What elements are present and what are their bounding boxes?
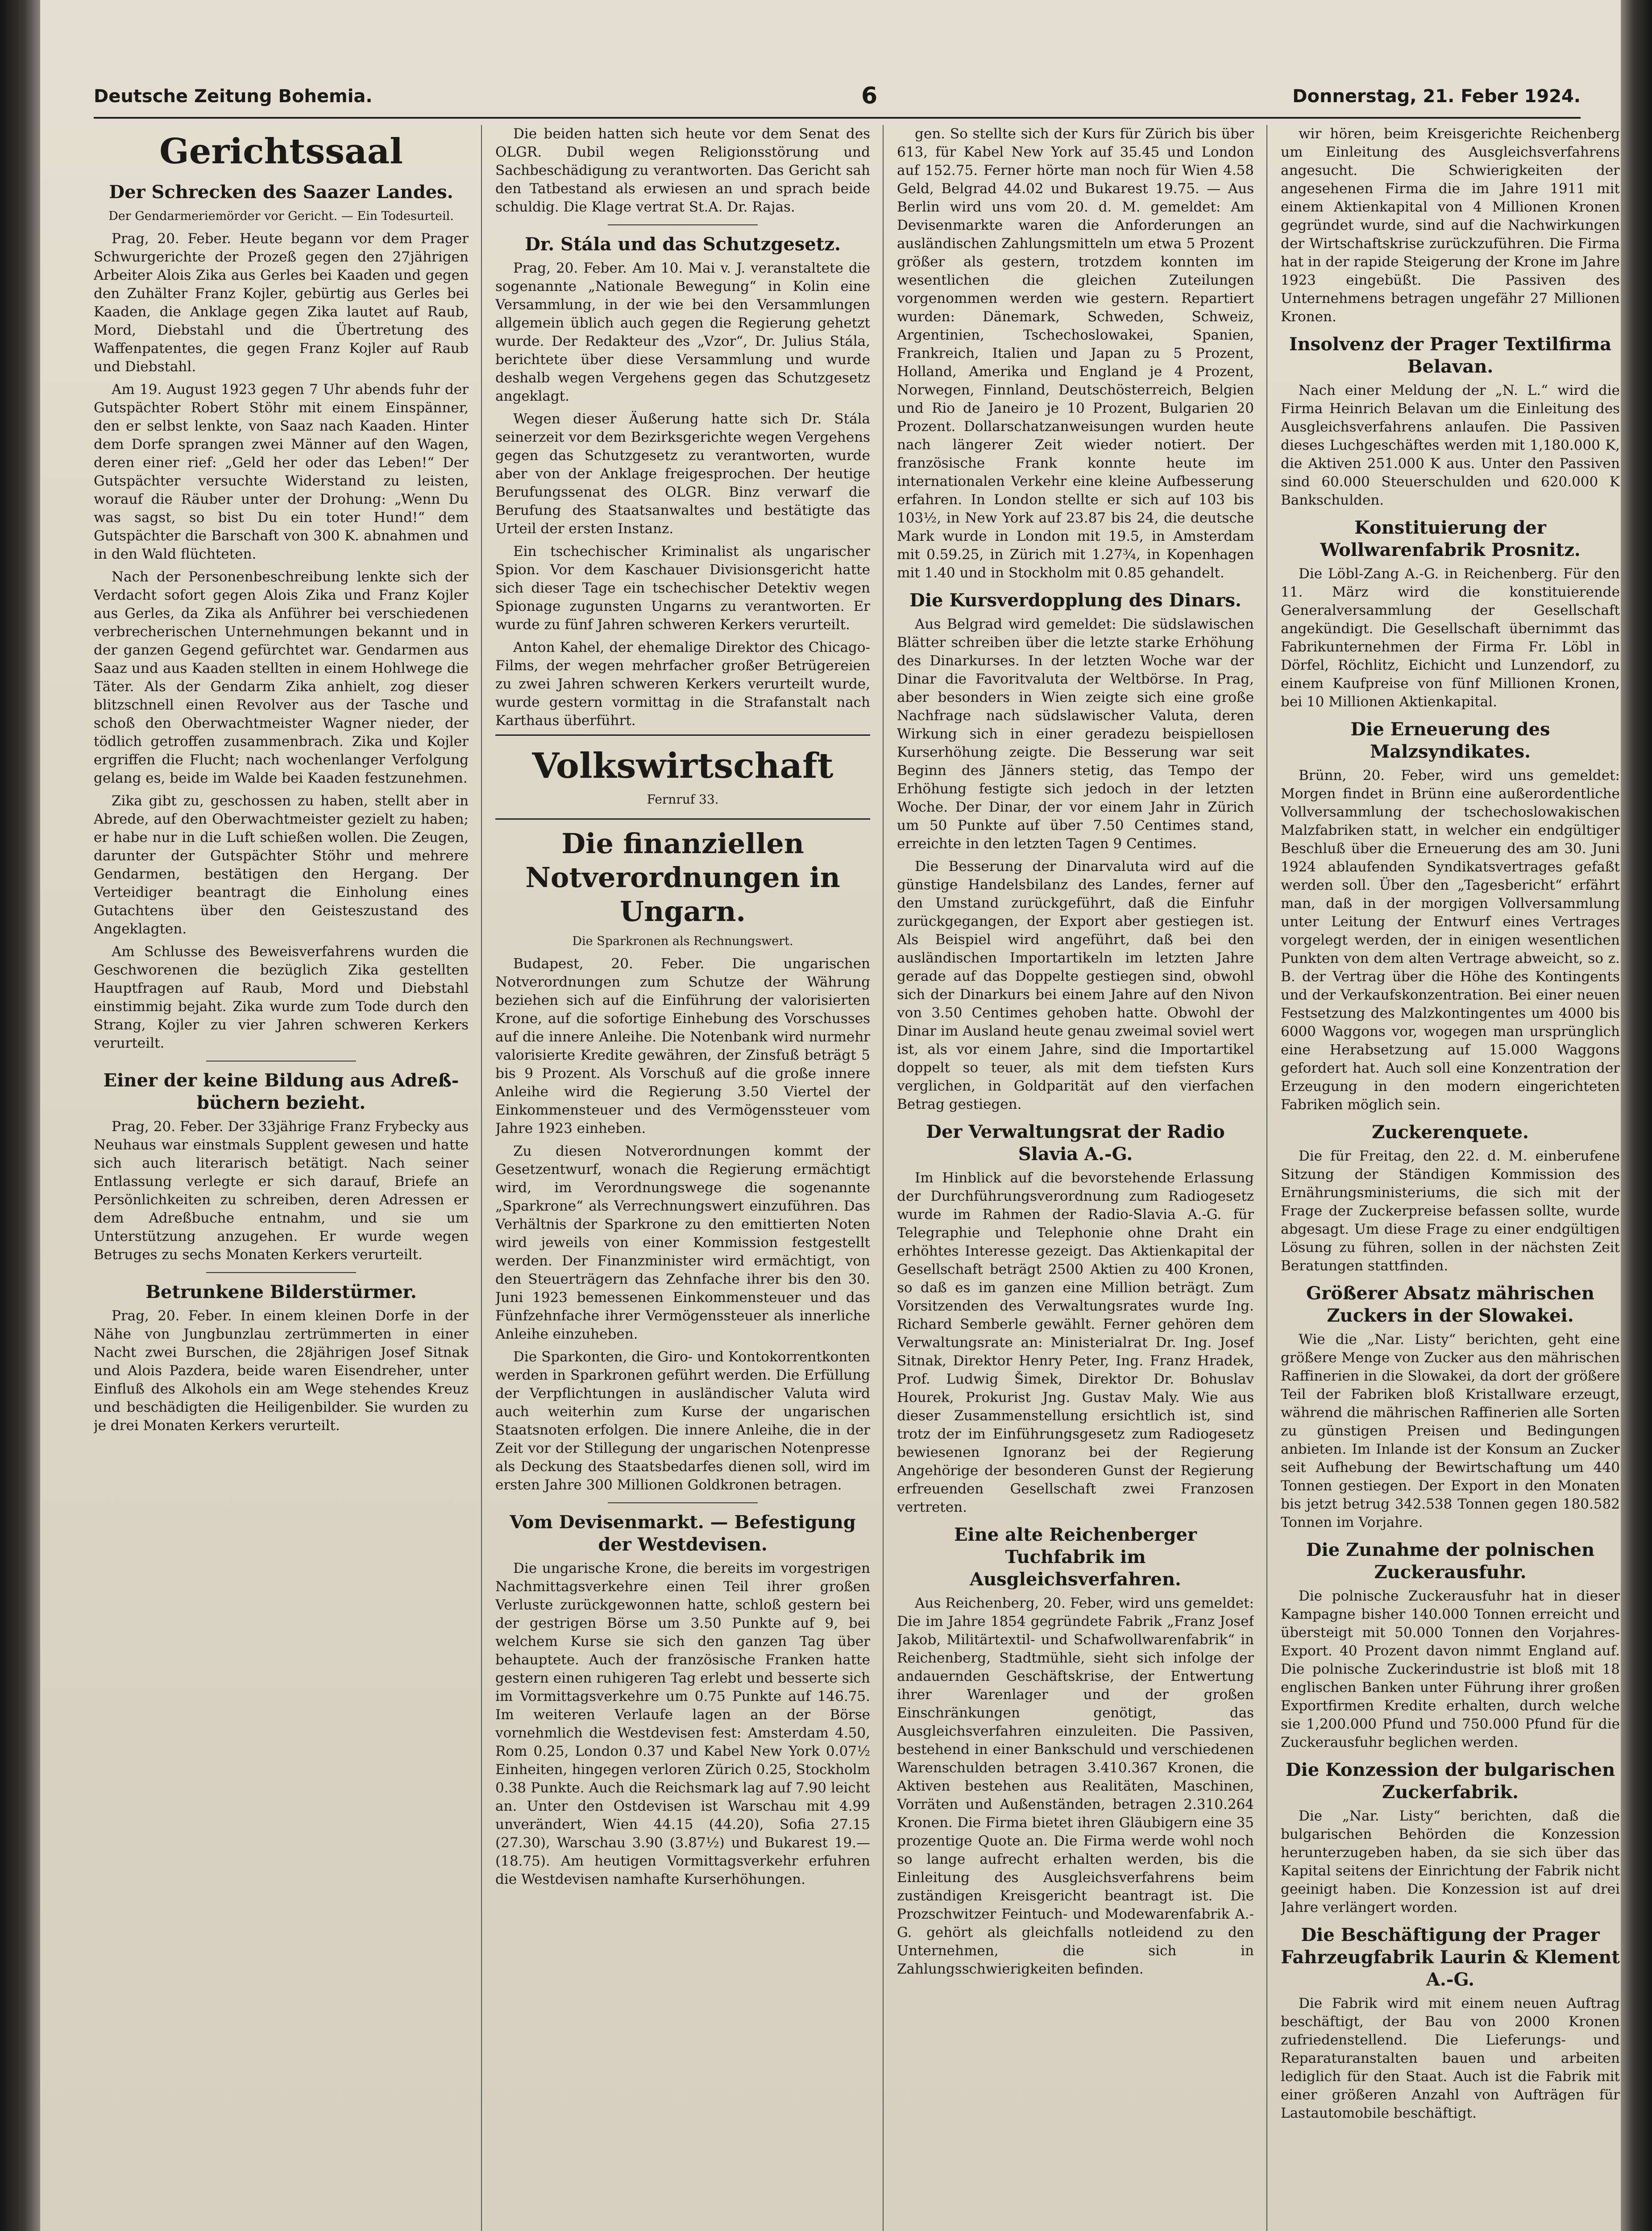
masthead-rule bbox=[94, 117, 1581, 119]
article-headline: Betrunkene Bilderstürmer. bbox=[145, 1281, 417, 1302]
newspaper-name: Deutsche Zeitung Bohemia. bbox=[94, 86, 373, 107]
divider bbox=[206, 1272, 356, 1273]
article-paragraph: Im Hinblick auf die bevorstehende Erlassung der Durchführungsverordnung zum Radiogesetz wurde im Rahmen der Radio-Slavia A.-G. für Telegraphie und Telephonie ohne Draht ein erhöhtes Interesse gezeigt. Das Aktienkapital der Gesellschaft beträgt 2500 Aktien zu 400 Kronen, so daß es im ganzen eine Million beträgt. Zum Vorsitzenden des Verwaltungsrates wurde Ing. Richard Semberle gewählt. Ferner gehören dem Verwaltungsrate an: Ministerialrat Dr. Ing. Josef Sitnak, Direktor Henry Peter, Ing. Franz Hradek, Prof. Ludwig Šimek, Direktor Dr. Bohuslav Hourek, Prokurist Jng. Gustav Maly. Wie aus dieser Zusammenstellung ersichtlich ist, sind trotz der im Einführungsgesetz zum Radiogesetz bewiesenen Ignoranz bei der Regierung Angehörige der besonderen Gunst der Regierung erfreuenden Gesellschaft zwei Franzosen vertreten. bbox=[897, 1170, 1254, 1515]
article-paragraph: Die Besserung der Dinarvaluta wird auf die günstige Handelsbilanz des Landes, ferner auf den Umstand zurückgeführt, daß die Einfuhr zurückgegangen, der Export aber gestiegen ist. Als Beispiel wird angeführt, daß bei den ausländischen Importartikeln im letzten Jahre gerade auf das Doppelte gestiegen sind, obwohl sich der Dinarkurs bei einem Jahre auf den Nivon von 3.50 Centimes gehoben hatte. Obwohl der Dinar im Ausland heute genau zweimal soviel wert ist, als vor einem Jahre, sind die Importartikel doppelt so teuer, als mit dem tiefsten Kurs verglichen, in Goldparität auf den vierfachen Betrag gestiegen. bbox=[897, 858, 1254, 1112]
article-paragraph: Budapest, 20. Feber. Die ungarischen Notverordnungen zum Schutze der Währung beziehen sich auf die Einführung der valorisierten Krone, auf die sofortige Einhebung des Vorschusses auf die innere Anleihe. Die Notenbank wird nurmehr valorisierte Kredite gewähren, der Zinsfuß beträgt 5 bis 9 Prozent. Als Vorschuß auf die große innere Anleihe wird die Regierung 3.50 Viertel der Einkommensteuer und des Vermögenssteuer vom Jahre 1923 einheben. bbox=[495, 956, 870, 1136]
article-paragraph: Prag, 20. Feber. Heute begann vor dem Prager Schwurgerichte der Prozeß gegen den 27jährigen Arbeiter Alois Zika aus Gerles bei Kaaden und gegen den Zuhälter Franz Kojler, gebürtig aus Gerles bei Kaaden, die Anklage gegen Zika lautet auf Raub, Mord, Diebstahl und die Übertretung des Waffenpatentes, die gegen Franz Kojler auf Raub und Diebstahl. bbox=[94, 231, 469, 375]
article-paragraph: Wie die „Nar. Listy“ berichten, geht eine größere Menge von Zucker aus den mährischen Raffinerien in die Slowakei, da dort der größere Teil der Fabriken bloß Kristallware erzeugt, während die mährischen Raffinerien alle Sorten zu günstigen Preisen und Bedingungen anbieten. Im Inlande ist der Konsum an Zucker seit Aufhebung der Bewirtschaftung um 440 Tonnen gestiegen. Der Export in den Monaten bis jetzt betrug 342.538 Tonnen gegen 180.582 Tonnen im Vorjahre. bbox=[1281, 1331, 1620, 1530]
article-paragraph: Prag, 20. Feber. Am 10. Mai v. J. veranstaltete die sogenannte „Nationale Bewegung“ in Kolin eine Versammlung, in der wie bei den Versammlungen allgemein üblich auch gegen die Regierung gehetzt wurde. Der Redakteur des „Vzor“, Dr. Julius Stála, berichtete über diese Versammlung und wurde deshalb wegen Vergehens gegen das Schutzgesetz angeklagt. bbox=[495, 260, 870, 404]
article-headline-main: Die finanziellen Notverordnungen in Ungarn. bbox=[525, 827, 840, 928]
article-headline: Zuckerenquete. bbox=[1372, 1122, 1529, 1143]
article-paragraph: Aus Belgrad wird gemeldet: Die südslawischen Blätter schreiben über die letzte starke Erhöhung des Dinarkurses. In der letzten Woche war der Dinar die Favoritvaluta der Weltbörse. In Prag, aber besonders in Wien zeigte sich eine große Nachfrage nach südslawischer Valuta, deren Wirkung sich in einer geradezu beispiellosen Kurserhöhung zeigte. Die Besserung war seit Beginn des Jänners stetig, das Tempo der Erhöhung festigte sich jedoch in der letzten Woche. Der Dinar, der vor einem Jahr in Zürich um 50 Punkte auf über 7.50 Centimes stand, erreichte in den letzten Tagen 9 Centimes. bbox=[897, 616, 1254, 852]
section-title-economy: Volkswirtschaft bbox=[532, 746, 834, 786]
article-headline: Insolvenz der Prager Textilfirma Belavan. bbox=[1289, 334, 1612, 377]
article-paragraph: Wegen dieser Äußerung hatte sich Dr. Stála seinerzeit vor dem Bezirksgerichte wegen Vergehens gegen das Schutzgesetz zu verantworten, wurde aber von der Anklage freigesprochen. Der heutige Berufungssenat des OLGR. Binz verwarf die Berufung des Staatsanwaltes und bestätigte das Urteil der ersten Instanz. bbox=[495, 411, 870, 537]
article-subheadline: Der Gendarmeriemörder vor Gericht. — Ein Todesurteil. bbox=[108, 209, 454, 223]
scan-edge-left bbox=[0, 0, 40, 2231]
article-paragraph: Brünn, 20. Feber, wird uns gemeldet: Morgen findet in Brünn eine außerordentliche Vollversammlung der tschechoslowakischen Malzfabriken statt, in welcher ein endgültiger Beschluß über die Erneuerung des am 30. Juni 1924 ablaufenden Syndikatsvertrages gefaßt werden soll. Über den „Tagesbericht“ erfährt man, daß in der morgigen Vollversammlung unter Leitung der Entwurf eines Vertrages vorgelegt werden, der in einigen wesentlichen Punkten von dem alten Vertrage abweicht, so z. B. der Vertrag über die Höhe des Kontingents und der Verkaufskonzentration. Bei einer neuen Festsetzung des Malzkontingentes um 4000 bis 6000 Waggons vor, wogegen man ursprünglich eine Herabsetzung auf 15.000 Waggons gefordert hat. Auch soll eine Konzentration der Erzeugung in den modern eingerichteten Fabriken möglich sein. bbox=[1281, 767, 1620, 1113]
article-paragraph: Zu diesen Notverordnungen kommt der Gesetzentwurf, wonach die Regierung ermächtigt wird, im Verordnungswege die sogenannte „Sparkrone“ als Verrechnungswert einzuführen. Das Verhältnis der Sparkrone zu den emittierten Noten wird jeweils von einer Kommission festgestellt werden. Der Finanzminister wird ermächtigt, von den Steuerträgern das Zehnfache ihrer bis den 30. Juni 1923 bemessenen Einkommensteuer und das Fünfzehnfache ihrer Vermögenssteuer als innerliche Anleihe einzuheben. bbox=[495, 1143, 870, 1342]
column-divider bbox=[1266, 125, 1267, 2231]
article-paragraph: wir hören, beim Kreisgerichte Reichenberg um Einleitung des Ausgleichsverfahrens angesucht. Die Schwierigkeiten der angesehenen Firma die im Jahre 1911 mit einem Aktienkapital von 4 Millionen Kronen gegründet wurde, sind auf die Nachwirkungen der Wirtschaftskrise zurückzuführen. Die Firma hat in der rapide Steigerung der Krone im Jahre 1923 eingebüßt. Die Passiven des Unternehmens betragen ungefähr 27 Millionen Kronen. bbox=[1281, 126, 1620, 325]
article-paragraph: Ein tschechischer Kriminalist als ungarischer Spion. Vor dem Kaschauer Divisionsgericht hatte sich dieser Tage ein tschechischer Detektiv wegen Spionage zugunsten Ungarns zu verantworten. Er wurde zu fünf Jahren schweren Kerkers verurteilt. bbox=[495, 543, 870, 633]
article-headline: Die Kursverdopplung des Dinars. bbox=[909, 590, 1241, 611]
article-paragraph: Die Löbl-Zang A.-G. in Reichenberg. Für den 11. März wird die konstituierende Generalversammlung der Gesellschaft angekündigt. Die Gesellschaft übernimmt das Fabrikunternehmen der Firma Fr. Löbl in Dörfel, Röchlitz, Eichicht und Lunzendorf, zu einem Kaufpreise von fünf Millionen Kronen, bei 10 Millionen Aktienkapital. bbox=[1281, 566, 1620, 710]
column-1 bbox=[94, 125, 469, 2231]
column-2 bbox=[495, 125, 870, 2231]
article-headline: Konstituierung der Wollwarenfabrik Prosnitz. bbox=[1320, 517, 1581, 560]
article-paragraph: Die Sparkonten, die Giro- und Kontokorrentkonten werden in Sparkronen geführt werden. Die Erfüllung der Verpflichtungen in ausländischer Valuta wird auch weiterhin zum Kurse der ungarischen Staatsnoten erfolgen. Die innere Anleihe, die in der Zeit vor der Stillegung der ungarischen Notenpresse als Deckung des Staatsbedarfes dienen soll, wird im ersten Jahre 300 Millionen Goldkronen betragen. bbox=[495, 1349, 870, 1493]
article-paragraph: Am Schlusse des Beweisverfahrens wurden die Geschworenen die bezüglich Zika gestellten Hauptfragen auf Raub, Mord und Diebstahl einstimmig bejaht. Zika wurde zum Tode durch den Strang, Kojler zu vier Jahren schweren Kerkers verurteilt. bbox=[94, 944, 469, 1051]
article-headline: Die Beschäftigung der Prager Fahrzeugfabrik Laurin & Klement A.-G. bbox=[1281, 1924, 1620, 1990]
article-paragraph: Prag, 20. Feber. Der 33jährige Franz Frybecky aus Neuhaus war einstmals Supplent gewesen und hatte sich auch literarisch betätigt. Nach seiner Entlassung verlegte er sich darauf, Briefe an Persönlichkeiten zu schreiben, deren Adressen er dem Adreßbuche entnahm, und sie um Unterstützung anzugehen. Er wurde wegen Betruges zu sechs Monaten Kerkers verurteilt. bbox=[94, 1119, 469, 1263]
article-paragraph: Am 19. August 1923 gegen 7 Uhr abends fuhr der Gutspächter Robert Stöhr mit einem Einspänner, den er selbst lenkte, von Saaz nach Kaaden. Hinter dem Dorfe sprangen zwei Männer auf den Wagen, deren einer rief: „Geld her oder das Leben!“ Der Gutspächter versuchte Widerstand zu leisten, worauf die Räuber unter der Drohung: „Wenn Du was sagst, so bist Du ein toter Hund!“ dem Gutspächter die Barschaft von 300 K. abnahmen und in den Wald flüchteten. bbox=[94, 382, 469, 562]
article-headline: Dr. Stála und das Schutzgesetz. bbox=[525, 234, 841, 255]
article-headline: Einer der keine Bildung aus Adreßbüchern bezieht. bbox=[103, 1070, 459, 1113]
section-phone: Fernruf 33. bbox=[647, 792, 719, 807]
article-paragraph: Die für Freitag, den 22. d. M. einberufene Sitzung der Ständigen Kommission des Ernährungsministeriums, die sich mit der Frage der Zuckerpreise befassen sollte, wurde abgesagt. Um diese Frage zu einer endgültigen Lösung zu führen, sollen in der nächsten Zeit Beratungen stattfinden. bbox=[1281, 1148, 1620, 1274]
article-subheadline: Die Sparkronen als Rechnungswert. bbox=[572, 934, 793, 948]
article-headline: Der Schrecken des Saazer Landes. bbox=[109, 182, 453, 203]
issue-date: Donnerstag, 21. Feber 1924. bbox=[1292, 86, 1581, 107]
article-paragraph: gen. So stellte sich der Kurs für Zürich bis über 613, für Kabel New York auf 35.45 und London auf 152.75. Ferner hörte man noch für Wien 4.58 Geld, Belgrad 44.02 und Bukarest 19.75. — Aus Berlin wird uns vom 20. d. M. gemeldet: Am Devisenmarkte waren die Anforderungen an ausländischen Zahlungsmitteln um etwa 5 Prozent größer als gestern, trotzdem konnten im wesentlichen die gleichen Zuteilungen vorgenommen werden wie gestern. Repartiert wurden: Dänemark, Schweden, Schweiz, Argentinien, Tschechoslowakei, Spanien, Frankreich, Italien und Japan zu 5 Prozent, Holland, Amerika und England je 4 Prozent, Norwegen, Finnland, Deutschösterreich, Belgien und Rio de Janeiro je 10 Prozent, Bulgarien 20 Prozent. Dollarschatzanweisungen wurden heute nach längerer Zeit wieder notiert. Der französische Frank konnte heute im internationalen Verkehr eine kleine Aufbesserung erfahren. In London stellte er sich auf 103 bis 103½, in New York auf 23.87 bis 24, die deutsche Mark wurde in London mit 19.5, in Amsterdam mit 0.59.25, in Zürich mit 1.27¾, in Kopenhagen mit 1.40 und in Stockholm mit 0.85 gehandelt. bbox=[897, 126, 1254, 581]
article-paragraph: Die ungarische Krone, die bereits im vorgestrigen Nachmittagsverkehre einen Teil ihrer großen Verluste zurückgewonnen hatte, schloß gestern bei der gestrigen Börse um 3.50 Punkte auf 9, bei welchem Kurse sie sich den ganzen Tag über behauptete. Auch der französische Franken hatte gestern einen ruhigeren Tag erlebt und besserte sich im Vormittagsverkehre um 0.75 Punkte auf 146.75. Im weiteren Verlaufe lagen an der Börse vornehmlich die Westdevisen fest: Amsterdam 4.50, Rom 0.25, London 0.37 und Kabel New York 0.07½ Einheiten, hingegen verloren Zürich 0.25, Stockholm 0.38 Punkte. Auch die Reichsmark lag auf 7.90 leicht an. Unter den Ostdevisen ist Warschau mit 4.99 unverändert, Wien 44.15 (44.20), Sofia 27.15 (27.30), Warschau 3.90 (3.87½) und Bukarest 19.— (18.75). Am heutigen Vormittagsverkehr erfuhren die Westdevisen namhafte Kurserhöhungen. bbox=[495, 1560, 870, 1887]
divider bbox=[608, 1502, 758, 1503]
article-paragraph: Die beiden hatten sich heute vor dem Senat des OLGR. Dubil wegen Religionsstörung und Sachbeschädigung zu verantworten. Das Gericht sah den Tatbestand als erwiesen an und sprach beide schuldig. Die Klage vertrat St.A. Dr. Rajas. bbox=[495, 126, 870, 215]
divider bbox=[608, 224, 758, 225]
article-headline: Der Verwaltungsrat der Radio Slavia A.-G. bbox=[926, 1121, 1225, 1165]
section-title-court: Gerichtssaal bbox=[159, 131, 403, 172]
column-divider bbox=[883, 125, 884, 2231]
article-headline: Die Erneuerung des Malzsyndikates. bbox=[1350, 719, 1550, 762]
article-headline: Die Zunahme der polnischen Zuckerausfuhr. bbox=[1306, 1539, 1595, 1583]
divider bbox=[206, 1061, 356, 1062]
masthead bbox=[94, 83, 1581, 114]
article-headline: Größerer Absatz mährischen Zuckers in der Slowakei. bbox=[1306, 1283, 1594, 1326]
scan-edge-right bbox=[1621, 0, 1652, 2231]
article-paragraph: Nach einer Meldung der „N. L.“ wird die Firma Heinrich Belavan um die Einleitung des Ausgleichsverfahrens anlaufen. Die Passiven dieses Luchgeschäftes werden mit 1,180.000 K, die Aktiven 251.000 K aus. Unter den Passiven sind 60.000 Steuerschulden und 620.000 K Bankschulden. bbox=[1281, 382, 1620, 508]
article-headline: Die Konzession der bulgarischen Zuckerfabrik. bbox=[1285, 1759, 1615, 1803]
article-paragraph: Anton Kahel, der ehemalige Direktor des Chicago-Films, der wegen mehrfacher großer Betrügereien zu zwei Jahren schweren Kerkers verurteilt wurde, wurde gestern vormittag in die Strafanstalt nach Karthaus überführt. bbox=[495, 639, 870, 729]
article-paragraph: Zika gibt zu, geschossen zu haben, stellt aber in Abrede, auf den Oberwachtmeister gezielt zu haben; er habe nur in die Luft schießen wollen. Die Zeugen, darunter der Gutspächter Stöhr und mehrere Gendarmen, bestätigen den Hergang. Der Verteidiger beantragt die Einholung eines Gutachtens über den Geisteszustand des Angeklagten. bbox=[94, 793, 469, 937]
column-4 bbox=[1281, 125, 1620, 2231]
article-paragraph: Die „Nar. Listy“ berichten, daß die bulgarischen Behörden die Konzession herunterzugeben haben, da sie sich über das Kapital seitens der Einrichtung der Fabrik nicht geeinigt haben. Die Konzession ist auf drei Jahre verlängert worden. bbox=[1281, 1808, 1620, 1916]
page-number: 6 bbox=[861, 83, 878, 109]
article-paragraph: Die polnische Zuckerausfuhr hat in dieser Kampagne bisher 140.000 Tonnen erreicht und übersteigt mit 50.000 Tonnen den Vorjahres-Export. 40 Prozent davon nimmt England auf. Die polnische Zuckerindustrie ist bloß mit 18 englischen Banken unter Führung ihrer großen Exportfirmen Kredite erhalten, durch welche sie 1,200.000 Pfund und 750.000 Pfund für die Zuckerausfuhr beglichen werden. bbox=[1281, 1588, 1620, 1750]
article-paragraph: Aus Reichenberg, 20. Feber, wird uns gemeldet: Die im Jahre 1854 gegründete Fabrik „Franz Josef Jakob, Militärtextil- und Schafwollwarenfabrik“ in Reichenberg, Stadtmühle, sieht sich infolge der andauernden Geschäftskrise, der Entwertung ihrer Warenlager und der großen Einschränkungen genötigt, das Ausgleichsverfahren einzuleiten. Die Passiven, bestehend in einer Bankschuld und verschiedenen Warenschulden betragen 3.410.367 Kronen, die Aktiven bestehen aus Realitäten, Maschinen, Vorräten und Außenständen, betragen 2.310.264 Kronen. Die Firma bietet ihren Gläubigern eine 35 prozentige Quote an. Die Firma werde wohl noch so lange aufrecht erhalten werden, bis die Einleitung des Ausgleichsverfahrens beim zuständigen Kreisgericht beantragt ist. Die Prozschwitzer Feintuch- und Modewarenfabrik A.-G. gehört als gleichfalls notleidend zu den Unternehmen, die sich in Zahlungsschwierigkeiten befinden. bbox=[897, 1595, 1254, 1977]
article-headline: Vom Devisenmarkt. — Befestigung der Westdevisen. bbox=[510, 1512, 856, 1555]
article-paragraph: Nach der Personenbeschreibung lenkte sich der Verdacht sofort gegen Alois Zika und Franz Kojler aus Gerles, da Zika als Anführer bei verschiedenen verbrecherischen Unternehmungen bekannt und in der ganzen Gegend gefürchtet war. Gendarmen aus Saaz und aus Kaaden stellten in einem Hohlwege die Täter. Als der Gendarm Zika anhielt, zog dieser blitzschnell einen Revolver aus der Tasche und schoß den Oberwachtmeister Wagner nieder, der tödlich getroffen zusammenbrach. Zika und Kojler ergriffen die Flucht; nach wochenlanger Verfolgung gelang es, beide im Walde bei Kaaden festzunehmen. bbox=[94, 569, 469, 786]
article-paragraph: Prag, 20. Feber. In einem kleinen Dorfe in der Nähe von Jungbunzlau zertrümmerten in einer Nacht zwei Burschen, die 28jährigen Josef Sitnak und Alois Pazdera, beide waren Eisendreher, unter Einfluß des Alkohols ein am Wege stehendes Kreuz und beschädigten die Heiligenbilder. Sie wurden zu je drei Monaten Kerkers verurteilt. bbox=[94, 1308, 469, 1434]
column-divider bbox=[481, 125, 482, 2231]
article-headline: Eine alte Reichenberger Tuchfabrik im Ausgleichsverfahren. bbox=[954, 1524, 1197, 1590]
article-paragraph: Die Fabrik wird mit einem neuen Auftrag beschäftigt, der Bau von 2000 Kronen zufriedenstellend. Die Lieferungs- und Reparaturanstalten bauen und arbeiten lediglich für den Staat. Auch ist die Fabrik mit einer größeren Anzahl von Aufträgen für Lastautomobile beschäftigt. bbox=[1281, 1995, 1620, 2121]
section-header-box bbox=[495, 734, 870, 820]
column-3 bbox=[897, 125, 1254, 2231]
